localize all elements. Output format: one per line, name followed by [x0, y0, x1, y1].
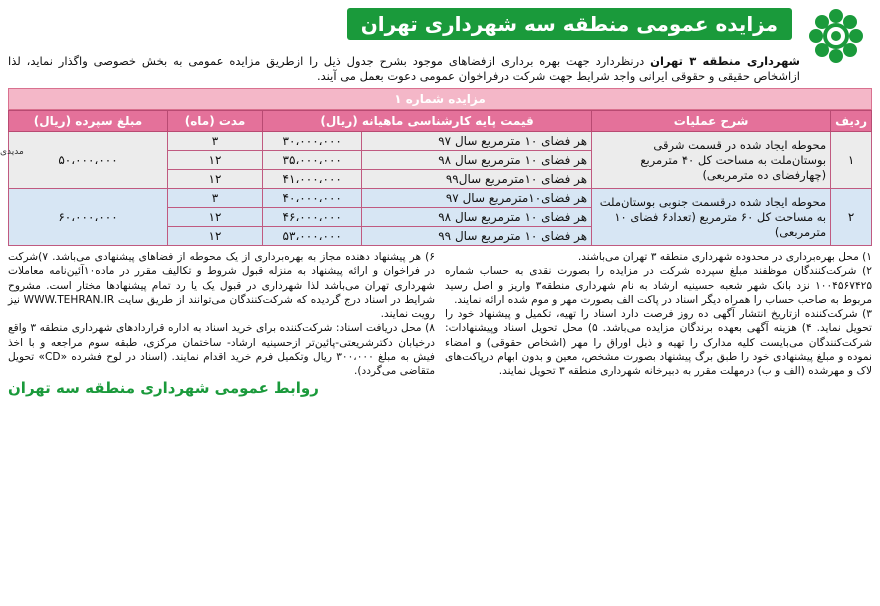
footer-signature: روابط عمومی شهرداری منطقه سه تهران — [8, 378, 319, 397]
duration-months: ۱۲ — [168, 151, 263, 170]
base-price: ۴۶،۰۰۰،۰۰۰ — [263, 208, 362, 227]
side-note: مدیدی — [0, 147, 24, 157]
header-operation: شرح عملیات — [592, 111, 831, 132]
header-deposit: مبلغ سپرده (ریال) — [9, 111, 168, 132]
duration-months: ۱۲ — [168, 208, 263, 227]
conditions-left-column — [8, 250, 435, 395]
deposit-amount: ۵۰،۰۰۰،۰۰۰ — [9, 132, 168, 189]
base-price: ۴۰،۰۰۰،۰۰۰ — [263, 189, 362, 208]
deposit-amount: ۶۰،۰۰۰،۰۰۰ — [9, 189, 168, 246]
base-price: ۳۰،۰۰۰،۰۰۰ — [263, 132, 362, 151]
base-price: ۳۵،۰۰۰،۰۰۰ — [263, 151, 362, 170]
space-label: هر فضای ۱۰ مترمربع سال ۹۹ — [362, 227, 592, 246]
header-price: قیمت پایه کارشناسی ماهیانه (ریال) — [263, 111, 592, 132]
table-header-row — [9, 111, 872, 132]
condition-item: ۸) محل دریافت اسناد: شرکت‌کننده برای خرید اسناد به اداره قراردادهای شهرداری منطقه ۳ واقع درخیابان دکترشریعتی-پائین‌تر ازحسینیه ارشاد- ساختمان مرکزی، طبقه سوم مراجعه و با اخذ فیش به مبلغ ۳۰۰،۰۰۰ ریال وتکمیل فرم خرید اقدام نمایند. (اسناد در لوح فشرده «CD» تحویل متقاضی می‌گردد). — [8, 322, 435, 378]
conditions-section — [8, 250, 872, 395]
base-price: ۵۳،۰۰۰،۰۰۰ — [263, 227, 362, 246]
page-title: مزایده عمومی منطقه سه شهرداری تهران — [347, 8, 792, 40]
header — [8, 4, 872, 54]
condition-item: ۶) هر پیشنهاد دهنده مجاز به بهره‌برداری از یک محوطه از فضاهای پیشنهادی می‌باشد. ۷)شرکت در فراخوان و ارائه پیشنهاد به منزله قبول شروط و تکالیف مقرر در ماده۱۰آئین‌نامه معاملات شهرداری تهران می‌باشد لذا شهرداری در قبول یک یا رد تمام پیشنهادها مختار است. مشروح شرایط در اسناد درج گردیده که شرکت‌کنندگان می‌توانند از طریق سایت WWW.TEHRAN.IR نیز رویت نمایند. — [8, 251, 436, 321]
row-description: محوطه ایجاد شده درقسمت جنوبی بوستان‌ملت به مساحت کل ۶۰ مترمربع (تعداد۶ فضای ۱۰ مترمربعی) — [592, 189, 831, 246]
duration-months: ۳ — [168, 132, 263, 151]
row-description: محوطه ایجاد شده در قسمت شرقی بوستان‌ملت به مساحت کل ۴۰ مترمربع (چهارفضای ده مترمربعی) — [592, 132, 831, 189]
table-row — [9, 189, 872, 208]
header-duration: مدت (ماه) — [168, 111, 263, 132]
base-price: ۴۱،۰۰۰،۰۰۰ — [263, 170, 362, 189]
intro-paragraph — [8, 54, 800, 84]
space-label: هر فضای ۱۰مترمربع سال۹۹ — [362, 170, 592, 189]
duration-months: ۳ — [168, 189, 263, 208]
duration-months: ۱۲ — [168, 170, 263, 189]
auction-number-banner: مزایده شماره ۱ — [8, 88, 872, 110]
space-label: هر فضای ۱۰ مترمربع سال ۹۸ — [362, 208, 592, 227]
space-label: هر فضای ۱۰ مترمربع سال ۹۸ — [362, 151, 592, 170]
tehran-municipality-logo-icon — [806, 6, 866, 66]
intro-lead: شهرداری منطقه ۳ تهران — [650, 54, 800, 68]
intro-text: درنظردارد جهت بهره برداری ازفضاهای موجود بشرح جدول ذیل را ازطریق مزایده عمومی به بخش خصوصی واگذار نماید، لذا ازاشخاص حقیقی و حقوقی ایرانی واجد شرایط جهت شرکت درفراخوان عمومی دعوت بعمل می آیند. — [8, 54, 800, 83]
space-label: هر فضای ۱۰ مترمربع سال ۹۷ — [362, 132, 592, 151]
row-number: ۱ — [831, 132, 872, 189]
header-row-number: ردیف — [831, 111, 872, 132]
auction-table — [8, 110, 872, 246]
space-label: هر فضای۱۰مترمربع سال ۹۷ — [362, 189, 592, 208]
conditions-right-column — [445, 250, 872, 395]
row-number: ۲ — [831, 189, 872, 246]
duration-months: ۱۲ — [168, 227, 263, 246]
condition-item: ۳) شرکت‌کننده ازتاریخ انتشار آگهی ده روز فرصت دارد اسناد را تهیه، تکمیل و پیشنهاد خود را تحویل نماید. ۴) هزینه آگهی بعهده برندگان مزایده می‌باشد. ۵) محل تحویل اسناد وپیشنهادات: شرکت‌کنندگان می‌بایست کلیه مدارک را تهیه و ذیل اوراق را مهر (اشخاص حقوقی) و امضاء نموده و مبلغ پیشنهادی خود را طبق برگ پیشنهاد بصورت مشخص، معین و بدون ابهام درپاکت‌های لاک و مهرشده (الف و ب) درمهلت مقرر به دبیرخانه شهرداری منطقه ۳ تحویل نمایند. — [445, 308, 872, 378]
condition-item: ۲) شرکت‌کنندگان موظفند مبلغ سپرده شرکت در مزایده را بصورت نقدی به حساب شماره ۱۰۰۴۵۶۷۴۲۵ نزد بانک شهر شعبه حسینیه ارشاد به نام شهرداری منطقه۳ واریز و اصل رسید مربوط به صاحب حساب را همراه دیگر اسناد در پاکت الف بصورت مهر و موم شده ارائه نمایند. — [445, 265, 873, 306]
table-row — [9, 132, 872, 151]
condition-item: ۱) محل بهره‌برداری در محدوده شهرداری منطقه ۳ تهران می‌باشند. — [577, 251, 872, 263]
